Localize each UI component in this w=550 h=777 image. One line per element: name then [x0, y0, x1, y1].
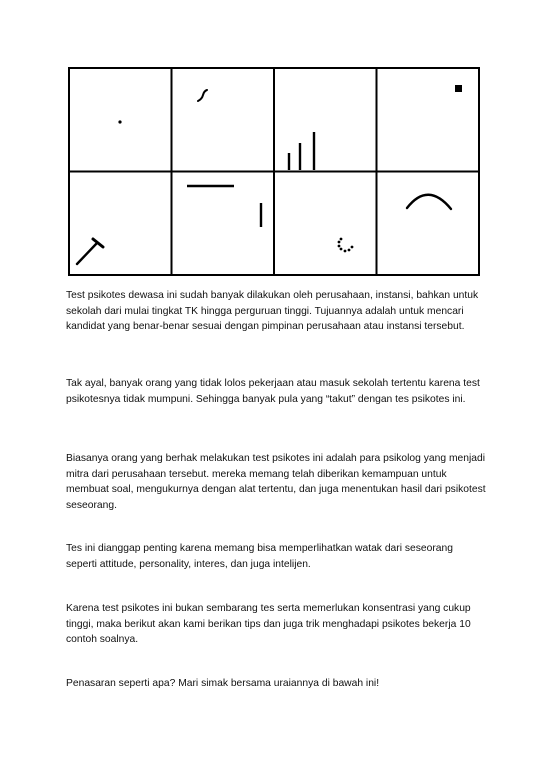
paragraph-failure: Tak ayal, banyak orang yang tidak lolos pekerjaan atau masuk sekolah tertentu karena test psikotesnya tidak mumpuni. Sehingga banyak pula yang “takut” dengan tes psikotes ini.	[66, 378, 480, 405]
arc-stimulus-icon	[407, 195, 451, 209]
paragraph-psychologist: Biasanya orang yang berhak melakukan test psikotes ini adalah para psikolog yang menjadi mitra dari perusahaan tersebut. mereka memang telah diberikan kemampuan untuk membuat soal, mengukurnya dengan alat tertentu, dan juga menentukan hasil dari psikotest seseorang.	[66, 453, 486, 511]
dotted-curve-stimulus-icon	[338, 238, 354, 253]
square-stimulus-icon	[455, 85, 462, 92]
test-grid	[68, 67, 480, 276]
paragraph-closing: Penasaran seperti apa? Mari simak bersama uraiannya di bawah ini!	[66, 678, 380, 689]
paragraph-intro: Test psikotes dewasa ini sudah banyak dilakukan oleh perusahaan, instansi, bahkan untuk sekolah dari mulai tingkat TK hingga perguruan tinggi. Tujuannya adalah untuk mencari kandidat yang benar-benar sesuai dengan pimpinan perusahaan atau instansi tersebut.	[66, 290, 479, 333]
paragraph-tips: Karena test psikotes ini bukan sembarang tes serta memerlukan konsentrasi yang cukup tinggi, maka berikut akan kami berikan tips dan juga trik menghadapi psikotes bekerja 10 contoh soalnya.	[66, 603, 471, 646]
paragraph-importance: Tes ini dianggap penting karena memang bisa memperlihatkan watak dari seseorang seperti attitude, personality, interes, dan juga intelijen.	[66, 543, 453, 570]
diagonal-line-stimulus-icon	[77, 239, 103, 264]
wartegg-test-figure	[68, 67, 480, 276]
ascending-bars-stimulus-icon	[289, 132, 314, 170]
dot-stimulus-icon	[118, 120, 121, 123]
horizontal-vertical-lines-stimulus-icon	[187, 186, 261, 227]
small-curve-stimulus-icon	[198, 90, 207, 101]
